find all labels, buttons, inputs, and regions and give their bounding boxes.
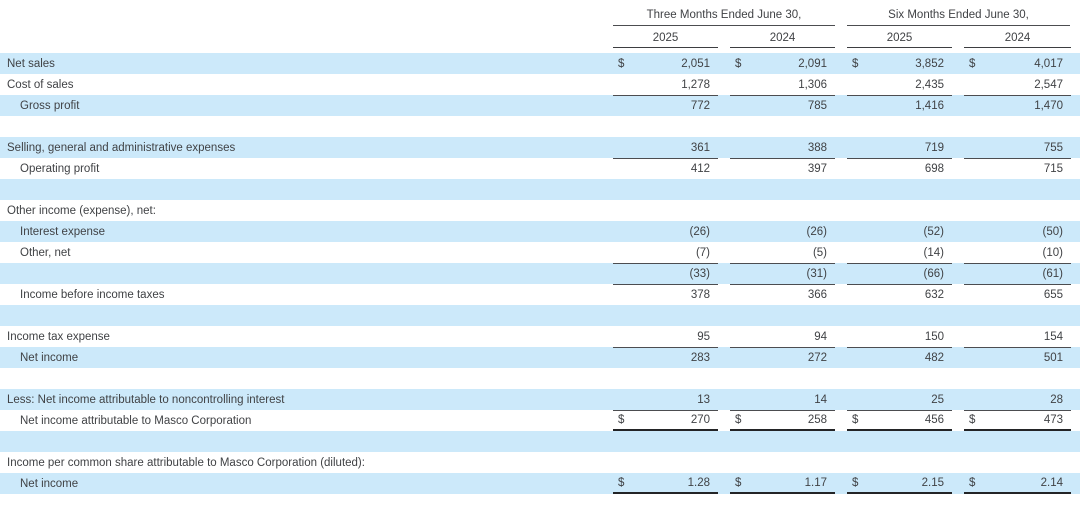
value-cell (730, 137, 835, 158)
value-cell (964, 410, 1071, 431)
table-row (0, 410, 1080, 431)
value-cell (613, 389, 718, 410)
value: 1,470 (1034, 100, 1063, 112)
value: (26) (689, 225, 710, 238)
table-row (0, 263, 1080, 284)
value: 150 (924, 330, 944, 343)
value: 2.14 (1040, 476, 1063, 489)
value: 772 (690, 100, 710, 112)
value-cell (730, 263, 835, 284)
value: 361 (690, 141, 710, 154)
value-cell (847, 410, 952, 431)
value-cell (847, 389, 952, 410)
value: 2,547 (1034, 78, 1063, 91)
value: 2,091 (798, 57, 827, 70)
row-label: Less: Net income attributable to noncontrolling interest (7, 393, 285, 406)
dollar-sign: $ (969, 476, 976, 489)
value-cell (847, 200, 952, 221)
value-cell (730, 305, 835, 326)
value: (26) (806, 225, 827, 238)
value: 366 (807, 289, 827, 301)
value-cell (613, 158, 718, 179)
table-row (0, 431, 1080, 452)
value-cell (613, 242, 718, 263)
value: 412 (690, 163, 710, 175)
value-cell (964, 305, 1071, 326)
value-cell (964, 326, 1071, 347)
value-cell (613, 53, 718, 74)
value: 1,278 (681, 78, 710, 91)
row-label: Income per common share attributable to Masco Corporation (diluted): (7, 456, 365, 469)
period-header-row (0, 0, 1080, 26)
value-cell (964, 179, 1071, 200)
value-cell (847, 74, 952, 95)
value: 2,435 (915, 78, 944, 91)
value-cell (730, 452, 835, 473)
value-cell (613, 431, 718, 452)
dollar-sign: $ (852, 476, 859, 489)
value: 283 (690, 352, 710, 364)
row-label: Other income (expense), net: (7, 204, 156, 217)
table-row (0, 326, 1080, 347)
value-cell (613, 221, 718, 242)
value: 28 (1050, 393, 1063, 406)
row-label: Operating profit (20, 162, 100, 175)
value-cell (613, 410, 718, 431)
table-row (0, 221, 1080, 242)
value: 397 (807, 163, 827, 175)
value-cell (730, 74, 835, 95)
value-cell (847, 368, 952, 389)
value-cell (730, 221, 835, 242)
row-label: Cost of sales (7, 78, 74, 91)
table-row (0, 473, 1080, 494)
value-cell (730, 431, 835, 452)
dollar-sign: $ (735, 414, 742, 426)
value: (50) (1042, 225, 1063, 238)
value: 715 (1043, 163, 1063, 175)
value: 1.28 (687, 476, 710, 489)
dollar-sign: $ (852, 57, 859, 70)
value: (33) (689, 268, 710, 280)
value: 698 (924, 163, 944, 175)
table-row (0, 116, 1080, 137)
dollar-sign: $ (852, 414, 859, 426)
value-cell (847, 137, 952, 158)
period-header-three-months: Three Months Ended June 30, (613, 9, 835, 26)
value: 388 (807, 141, 827, 154)
value-cell (730, 347, 835, 368)
row-label: Net income (20, 351, 79, 364)
value: 755 (1043, 141, 1063, 154)
value-cell (964, 368, 1071, 389)
value: 25 (931, 393, 944, 406)
value: 95 (697, 330, 710, 343)
value: 378 (690, 289, 710, 301)
dollar-sign: $ (969, 57, 976, 70)
value-cell (964, 221, 1071, 242)
table-row (0, 242, 1080, 263)
value-cell (847, 326, 952, 347)
value: 1.17 (804, 476, 827, 489)
value-cell (730, 53, 835, 74)
value-cell (730, 410, 835, 431)
value-cell (847, 347, 952, 368)
value: (5) (812, 246, 827, 259)
table-row (0, 74, 1080, 95)
value-cell (964, 158, 1071, 179)
table-row (0, 284, 1080, 305)
value-cell (730, 368, 835, 389)
value: 13 (697, 393, 710, 406)
value: 2.15 (921, 476, 944, 489)
value: (31) (806, 268, 827, 280)
value: 4,017 (1034, 57, 1063, 70)
value: 14 (814, 393, 827, 406)
value-cell (730, 158, 835, 179)
value-cell (613, 473, 718, 494)
value: 785 (807, 100, 827, 112)
dollar-sign: $ (618, 57, 625, 70)
value-cell (847, 53, 952, 74)
value-cell (847, 263, 952, 284)
value-cell (847, 116, 952, 137)
value-cell (730, 95, 835, 116)
value-cell (964, 95, 1071, 116)
value-cell (847, 452, 952, 473)
value-cell (847, 179, 952, 200)
table-header (0, 0, 1080, 48)
value-cell (964, 347, 1071, 368)
year-header-row (0, 26, 1080, 48)
value-cell (613, 347, 718, 368)
value-cell (964, 242, 1071, 263)
row-label: Selling, general and administrative expenses (7, 141, 236, 154)
value-cell (613, 179, 718, 200)
value-cell (847, 158, 952, 179)
value-cell (964, 389, 1071, 410)
value: 154 (1043, 330, 1063, 343)
value: (10) (1042, 246, 1063, 259)
value: 473 (1043, 414, 1063, 426)
value: 1,416 (915, 100, 944, 112)
table-row (0, 137, 1080, 158)
value: 719 (924, 141, 944, 154)
value: (7) (695, 246, 710, 259)
value-cell (964, 452, 1071, 473)
value-cell (613, 305, 718, 326)
value-cell (613, 116, 718, 137)
value: 270 (690, 414, 710, 426)
value: 632 (924, 289, 944, 301)
value: 94 (814, 330, 827, 343)
table-row (0, 389, 1080, 410)
year-header: 2024 (964, 32, 1071, 48)
value-cell (730, 389, 835, 410)
value-cell (613, 284, 718, 305)
value-cell (730, 200, 835, 221)
table-row (0, 95, 1080, 116)
dollar-sign: $ (618, 476, 625, 489)
row-label: Gross profit (20, 99, 80, 112)
value-cell (964, 473, 1071, 494)
value-cell (964, 431, 1071, 452)
value-cell (730, 179, 835, 200)
value-cell (964, 284, 1071, 305)
value-cell (730, 116, 835, 137)
row-label: Net sales (7, 57, 55, 70)
value-cell (613, 95, 718, 116)
table-body (0, 53, 1080, 494)
value-cell (730, 284, 835, 305)
value-cell (613, 200, 718, 221)
row-label: Net income attributable to Masco Corporation (20, 414, 252, 427)
table-row (0, 158, 1080, 179)
value-cell (964, 137, 1071, 158)
value-cell (847, 221, 952, 242)
row-label: Income tax expense (7, 330, 110, 343)
value: 482 (924, 352, 944, 364)
table-row (0, 200, 1080, 221)
value: (14) (923, 246, 944, 259)
value: 456 (924, 414, 944, 426)
value-cell (847, 473, 952, 494)
row-label: Interest expense (20, 225, 106, 238)
table-row (0, 179, 1080, 200)
value-cell (847, 284, 952, 305)
value: 655 (1043, 289, 1063, 301)
value-cell (613, 368, 718, 389)
value: 1,306 (798, 78, 827, 91)
table-row (0, 305, 1080, 326)
value: (66) (923, 268, 944, 280)
row-label: Other, net (20, 246, 71, 259)
value-cell (964, 53, 1071, 74)
value-cell (847, 242, 952, 263)
value-cell (613, 326, 718, 347)
table-row (0, 347, 1080, 368)
value-cell (847, 95, 952, 116)
value: (61) (1042, 268, 1063, 280)
value: 3,852 (915, 57, 944, 70)
period-header-six-months: Six Months Ended June 30, (847, 9, 1070, 26)
value-cell (964, 74, 1071, 95)
value-cell (730, 242, 835, 263)
dollar-sign: $ (969, 414, 976, 426)
value-cell (730, 326, 835, 347)
value: 2,051 (681, 57, 710, 70)
value-cell (964, 116, 1071, 137)
year-header: 2024 (730, 32, 835, 48)
value: 501 (1043, 352, 1063, 364)
value: 272 (807, 352, 827, 364)
value: 258 (807, 414, 827, 426)
value: (52) (923, 225, 944, 238)
table-row (0, 53, 1080, 74)
year-header: 2025 (847, 32, 952, 48)
value-cell (730, 473, 835, 494)
value-cell (964, 263, 1071, 284)
dollar-sign: $ (735, 476, 742, 489)
table-row (0, 452, 1080, 473)
value-cell (613, 137, 718, 158)
year-header: 2025 (613, 32, 718, 48)
table-row (0, 368, 1080, 389)
row-label: Income before income taxes (20, 288, 165, 301)
value-cell (613, 74, 718, 95)
dollar-sign: $ (735, 57, 742, 70)
value-cell (847, 305, 952, 326)
value-cell (613, 263, 718, 284)
dollar-sign: $ (618, 414, 625, 426)
value-cell (613, 452, 718, 473)
row-label: Net income (20, 477, 79, 490)
value-cell (847, 431, 952, 452)
value-cell (964, 200, 1071, 221)
